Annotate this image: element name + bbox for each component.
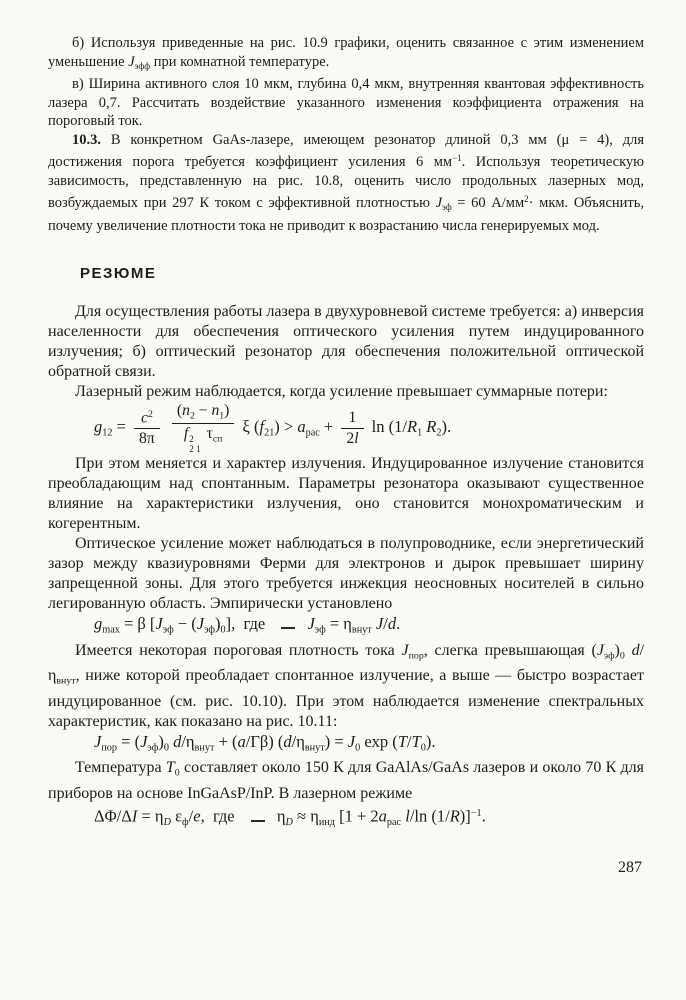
resume-paragraph-3: При этом меняется и характер излучения. Индуцированное излучение становится преобладающим над спонтанным. Параметры резонатора оказывают существенное влияние на характеристики излучения, оно становится монохроматическим и когерентным. xyxy=(48,455,644,533)
page-number: 287 xyxy=(618,859,642,877)
resume-section xyxy=(48,302,644,833)
formula-gmax: $g_{max} = \beta$ $[J_{эф} - (J_{эф})_0]$, где $J_{эф} = \eta_{внут}$ J/d. xyxy=(94,614,401,636)
formula-threshold-current: $J_{пор} = (J_{эф})_0$ $d/\eta_{внут} + (a/\Gamma\beta) (d/\eta_{внут}) = J_0$ $\exp (T/T_0)$. xyxy=(94,731,436,754)
problem-item-b: б) Используя приведенные на рис. 10.9 графики, оценить связанное с этим изменением уменьшение $J_{эфф}$ при комнатной температуре. xyxy=(48,35,644,71)
resume-paragraph-4: Оптическое усиление может наблюдаться в полупроводнике, если энергетический зазор между квазиуровнями Ферми для электронов и дырок превышает ширину запрещенной зоны. Для этого требуется инжекция неосновных носителей в сильно легированную область. Эмпирически установлено xyxy=(48,535,644,613)
problems-section xyxy=(48,34,644,235)
problem-item-v: в) Ширина активного слоя 10 мкм, глубина 0,4 мкм, внутренняя квантовая эффективность лазера 0,7. Рассчитать воздействие указанного изменения коэффициента отражения на пороговый ток. xyxy=(48,76,644,130)
resume-paragraph-6: Температура $T_0$ составляет около 150 К для GaAlAs/GaAs лазеров и около 70 К для приборов на основе InGaAsP/InP. В лазерном режиме xyxy=(48,759,645,802)
resume-paragraph-1: Для осуществления работы лазера в двухуровневой системе требуется: а) инверсия населенности для обеспечения оптического усиления путем индуцированного излучения; б) оптический резонатор для обеспечения положительной оптической обратной связи. xyxy=(48,303,644,381)
resume-heading: РЕЗЮМЕ xyxy=(80,265,157,283)
formula-slope-efficiency: $\Delta\Phi/\Delta I = \eta_D$ $\varepsilon_ф/e$, где $\eta_D \approx \eta_{инд}$ [$1 + 2a_{рас}$ l/ln (1/R)]$^{-1}$. xyxy=(94,806,486,829)
formula-gain-condition: $g_{12}$ = $\frac{c^2}{8\pi}$ $(n_2 - n_1)$ f 2 2 1 $\tau_{сп}$ ξ $(f_{21}) > a_{рас}$ + $\frac{1}{2l}$ $\ln (1/R_1$ $R_2$). xyxy=(94,402,452,454)
resume-paragraph-5: Имеется некоторая пороговая плотность тока $J_{пор}$, слегка превышающая $(J_{эф})_0$ $d/\eta_{внут}$, ниже которой преобладает спонтанное излучение, а выше — быстро возрастает индуцированное (см. рис. 10.10). При этом наблюдается изменение спектральных характеристик, как показано на рис. 10.11: xyxy=(48,641,645,730)
resume-paragraph-2: Лазерный режим наблюдается, когда усиление превышает суммарные потери: xyxy=(75,383,608,401)
book-page xyxy=(48,34,644,877)
problem-item-10-3: 10.3. В конкретном GaAs-лазере, имеющем резонатор длиной 0,3 мм (μ = 4), для достижения порога требуется коэффициент усиления 6 $мм^{-1}$. Используя теоретическую зависимость, представленную на рис. 10.8, оценить число продольных лазерных мод, возбуждаемых при 297 К током с эффективной плотностью $J_{эф} = 60$ $А/мм^2\cdot$ мкм. Объяснить, почему увеличение плотности тока не приводит к возрастанию числа генерируемых мод. xyxy=(48,131,644,234)
